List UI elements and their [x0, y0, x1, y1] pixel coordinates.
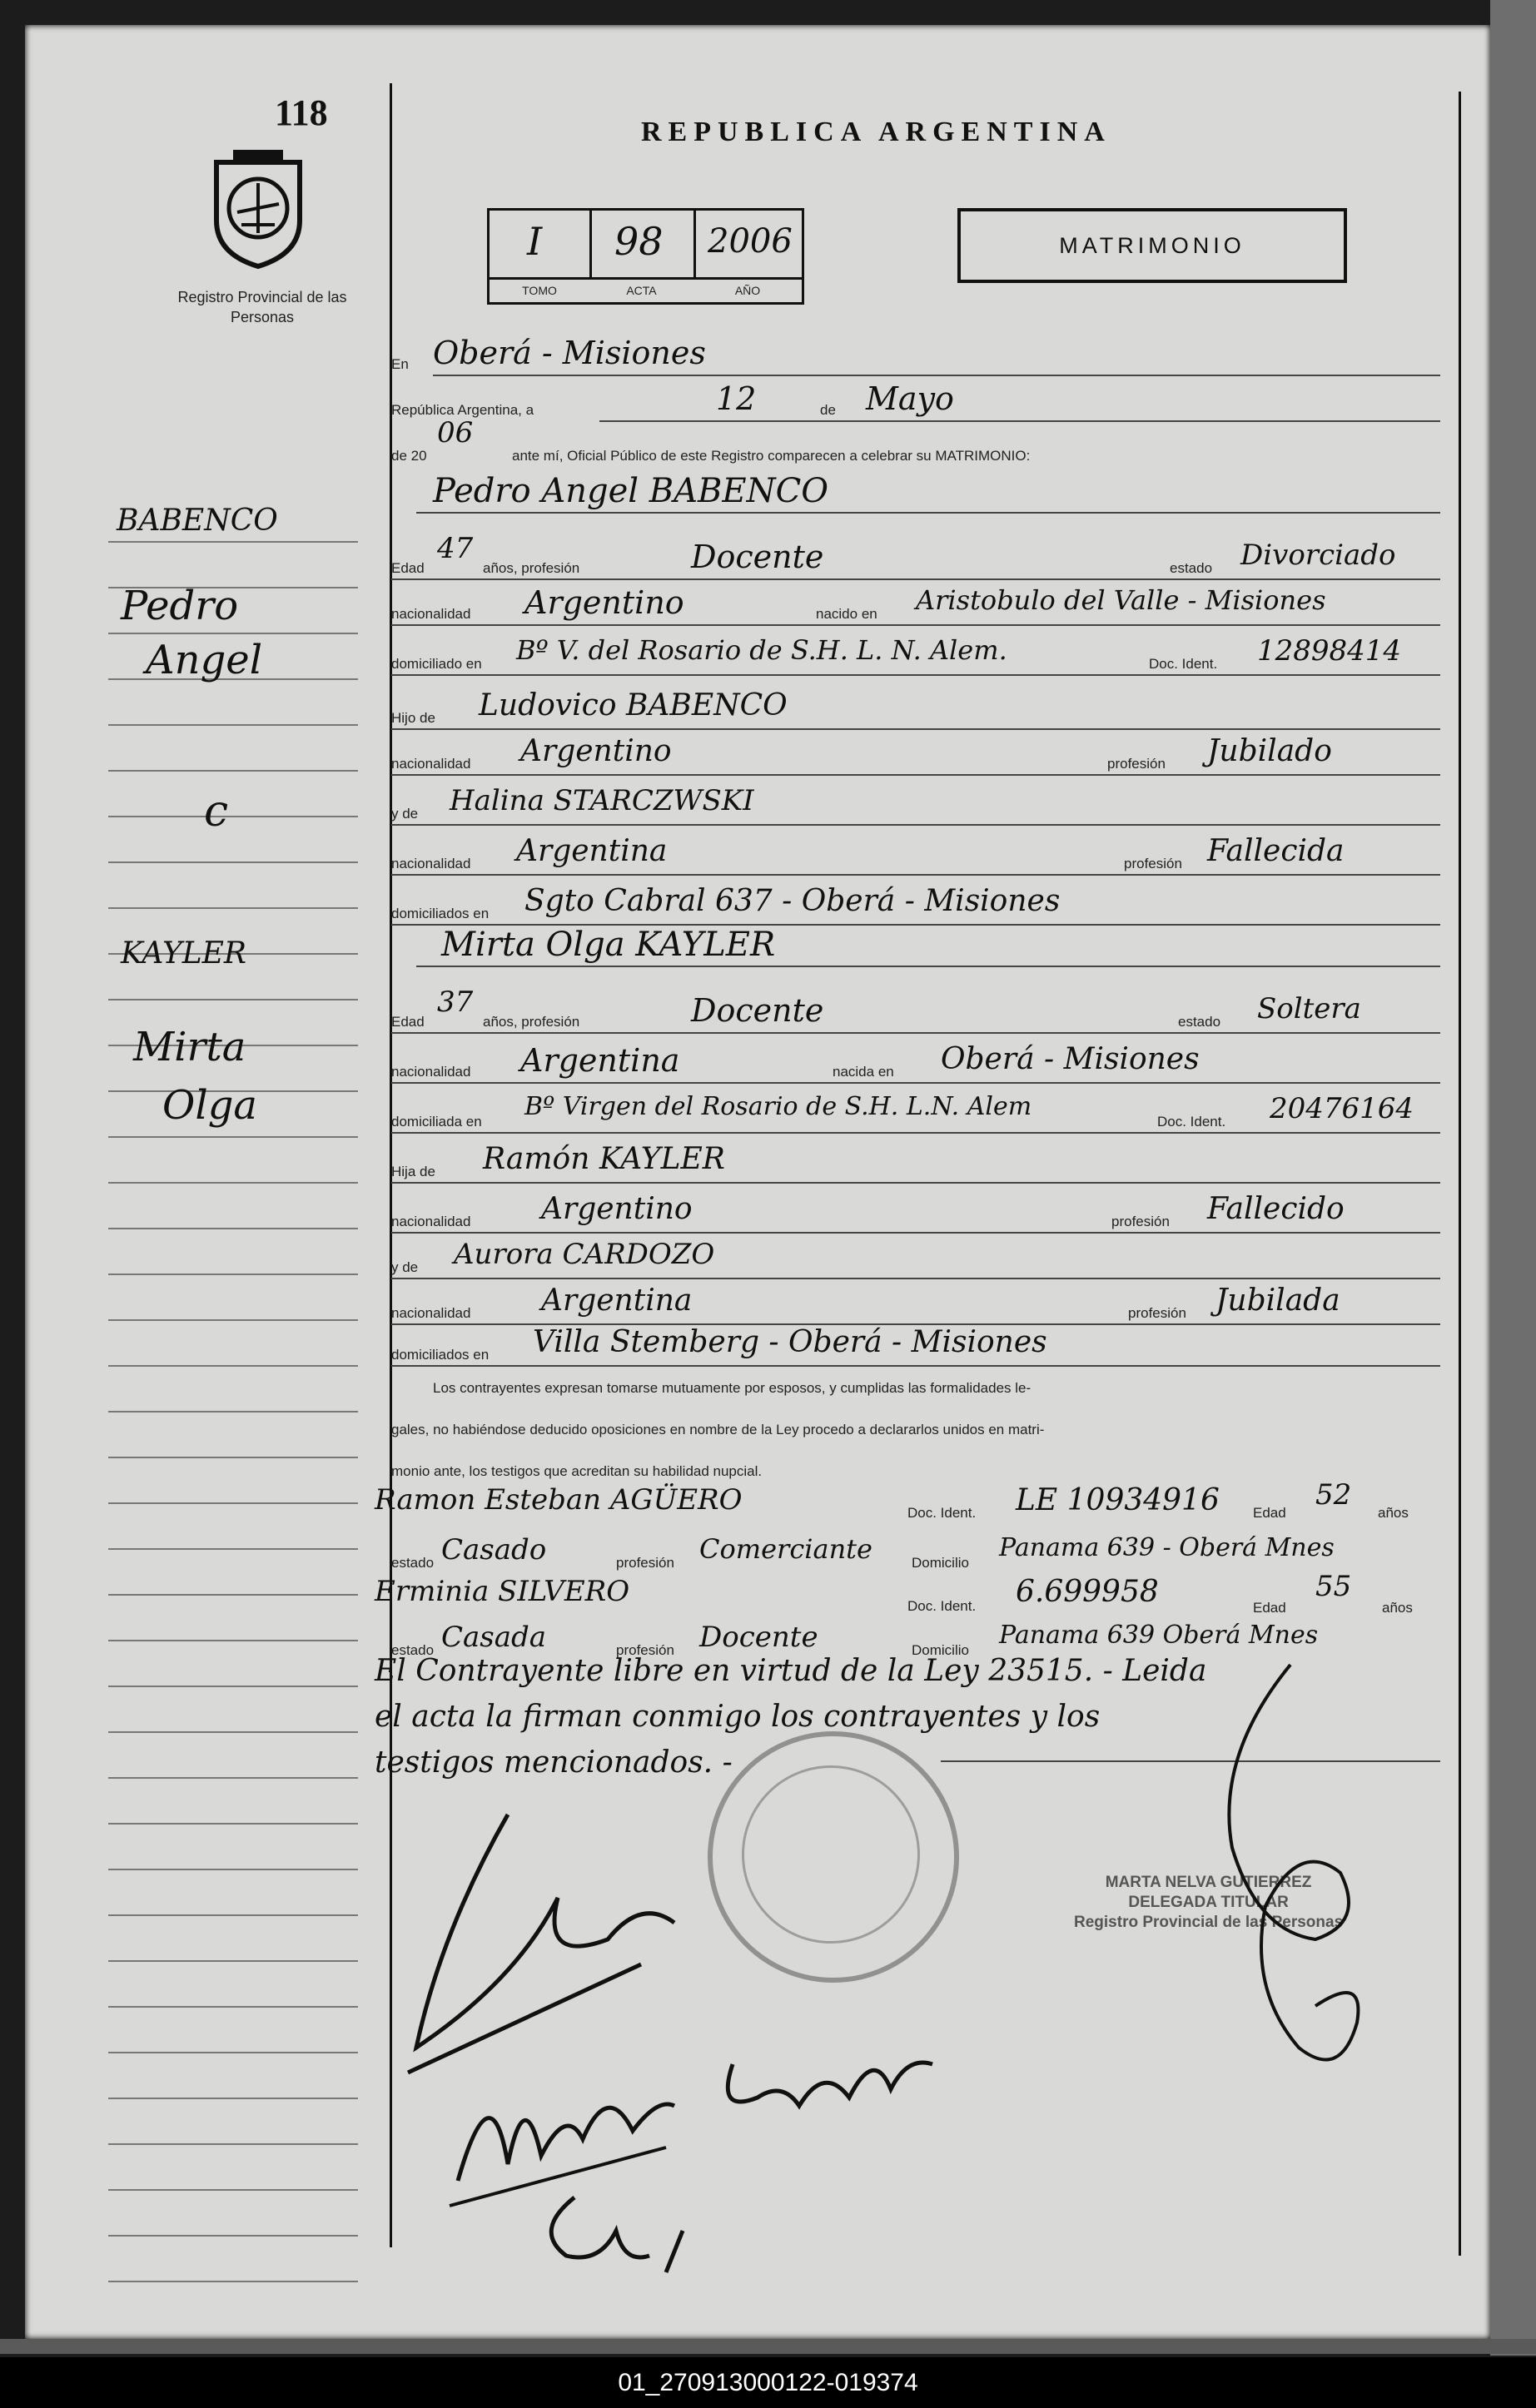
margin-ruled-line	[108, 1136, 358, 1138]
form-underline	[391, 1132, 1440, 1134]
value-groom-mother-prof: Fallecida	[1207, 834, 1345, 868]
form-underline	[433, 375, 1440, 376]
margin-ruled-line	[108, 1457, 358, 1458]
form-underline	[391, 1232, 1440, 1234]
form-underline	[416, 512, 1440, 514]
label-docident: Doc. Ident.	[1149, 656, 1218, 672]
form-underline	[391, 728, 1440, 730]
margin-ruled-line	[108, 1594, 358, 1596]
margin-ruled-line	[108, 1411, 358, 1413]
margin-ruled-line	[108, 816, 358, 817]
label-de-month: de	[820, 402, 836, 418]
label-profesion: profesión	[1107, 756, 1166, 772]
value-groom-mother: Halina STARCZWSKI	[450, 784, 754, 817]
label-profesion-bride-father: profesión	[1111, 1214, 1170, 1229]
margin-ruled-line	[108, 1686, 358, 1687]
label-yde: y de	[391, 806, 419, 822]
value-w1-state: Casado	[441, 1533, 547, 1566]
label-de20: de 20	[391, 448, 427, 464]
value-groom-age: 47	[437, 532, 474, 565]
margin-ruled-line	[108, 770, 358, 772]
margin-ruled-line	[108, 633, 358, 634]
signature-witness-2	[524, 2181, 708, 2281]
form-underline	[391, 824, 1440, 826]
label-nacionalidad-mother: nacionalidad	[391, 856, 471, 871]
acta-label: ACTA	[626, 284, 657, 297]
margin-given-groom-1: Pedro	[121, 583, 239, 629]
margin-ruled-line	[108, 1777, 358, 1779]
official-name: MARTA NELVA GUTIERREZ	[1105, 1874, 1312, 1891]
value-groom-dom: Bº V. del Rosario de S.H. L. N. Alem.	[516, 634, 1007, 666]
signature-witness-1	[708, 2031, 941, 2147]
value-groom-father-prof: Jubilado	[1207, 734, 1332, 768]
form-underline	[391, 1365, 1440, 1367]
label-nacida: nacida en	[833, 1064, 894, 1080]
label-docident-w1: Doc. Ident.	[907, 1505, 977, 1521]
book-edge	[1490, 0, 1536, 2356]
margin-surname-groom: BABENCO	[117, 504, 278, 538]
margin-ruled-line	[108, 541, 358, 543]
acta-value: 98	[614, 219, 664, 264]
label-docident-w2: Doc. Ident.	[907, 1598, 977, 1614]
label-edad: Edad	[391, 560, 425, 576]
value-w2-name: Erminia SILVERO	[375, 1575, 630, 1608]
value-month: Mayo	[866, 380, 954, 417]
label-nacionalidad-bride-mother: nacionalidad	[391, 1305, 471, 1321]
margin-given-bride-2: Olga	[162, 1082, 258, 1129]
label-estado-w1: estado	[391, 1555, 435, 1571]
value-bride-nat: Argentina	[520, 1042, 680, 1079]
value-bride-mother-nat: Argentina	[541, 1283, 693, 1318]
label-edad-w2: Edad	[1253, 1600, 1286, 1616]
margin-ruled-line	[108, 2143, 358, 2145]
official-role: DELEGADA TITULAR	[1128, 1894, 1289, 1911]
label-domicilio-w1: Domicilio	[912, 1555, 969, 1571]
margin-ruled-line	[108, 1319, 358, 1321]
margin-given-groom-2: Angel	[146, 637, 263, 683]
margin-ruled-line	[108, 2189, 358, 2191]
label-en: En	[391, 356, 409, 372]
margin-ruled-line	[108, 2098, 358, 2099]
value-bride-mother-prof: Jubilada	[1215, 1283, 1340, 1318]
margin-ruled-line	[108, 2235, 358, 2237]
form-underline	[391, 1278, 1440, 1279]
label-republica: República Argentina, a	[391, 402, 534, 418]
form-underline	[391, 1182, 1440, 1184]
value-w2-dom: Panama 639 Oberá Mnes	[999, 1621, 1319, 1650]
value-groom-state: Divorciado	[1240, 539, 1396, 572]
label-nacionalidad: nacionalidad	[391, 606, 471, 622]
value-bride-born: Oberá - Misiones	[941, 1042, 1200, 1076]
label-domiciliados: domiciliados en	[391, 906, 490, 921]
form-underline	[391, 578, 1440, 580]
paragraph-line-2: gales, no habiéndose deducido oposiciones en nombre de la Ley procedo a declararlos unidos en matri-	[391, 1422, 1045, 1437]
margin-ruled-line	[108, 2052, 358, 2053]
value-groom-father-nat: Argentino	[520, 734, 672, 768]
value-bride-age: 37	[437, 986, 474, 1019]
anio-label: AÑO	[734, 284, 761, 297]
label-edad-w1: Edad	[1253, 1505, 1286, 1521]
label-anos-w2: años	[1382, 1600, 1413, 1616]
value-w1-doc: LE 10934916	[1016, 1483, 1220, 1517]
label-hija: Hija de	[391, 1164, 435, 1179]
value-groom-nat: Argentino	[524, 584, 684, 621]
label-ante: ante mí, Oficial Público de este Registro comparecen a celebrar su MATRIMONIO:	[512, 448, 1031, 464]
value-bride-prof: Docente	[691, 992, 824, 1029]
margin-ruled-line	[108, 1274, 358, 1275]
value-w1-name: Ramon Esteban AGÜERO	[375, 1483, 743, 1517]
label-domiciliado: domiciliado en	[391, 656, 482, 672]
label-estado: estado	[1170, 560, 1213, 576]
value-place: Oberá - Misiones	[433, 335, 706, 371]
margin-ruled-line	[108, 724, 358, 726]
margin-ruled-line	[108, 1914, 358, 1916]
label-anos-prof-bride: años, profesión	[483, 1014, 580, 1030]
margin-ruled-line	[108, 861, 358, 863]
value-bride: Mirta Olga KAYLER	[441, 926, 776, 964]
label-hijo: Hijo de	[391, 710, 435, 726]
value-w1-dom: Panama 639 - Oberá Mnes	[999, 1533, 1335, 1562]
label-profesion-bride-mother: profesión	[1128, 1305, 1186, 1321]
value-bride-father: Ramón KAYLER	[483, 1142, 725, 1176]
value-day: 12	[716, 380, 757, 417]
margin-ruled-line	[108, 1869, 358, 1870]
label-edad-bride: Edad	[391, 1014, 425, 1030]
margin-ruled-line	[108, 1365, 358, 1367]
label-profesion-w1: profesión	[616, 1555, 674, 1571]
paragraph-line-3: monio ante, los testigos que acreditan su habilidad nupcial.	[391, 1463, 763, 1479]
label-docident-bride: Doc. Ident.	[1157, 1114, 1226, 1130]
value-groom-parents-dom: Sgto Cabral 637 - Oberá - Misiones	[524, 884, 1061, 918]
label-domicilio-w2: Domicilio	[912, 1642, 969, 1658]
value-w2-prof: Docente	[699, 1621, 818, 1654]
book-bottom-edge	[0, 2339, 1536, 2354]
margin-ruled-line	[108, 999, 358, 1000]
label-nacido: nacido en	[816, 606, 877, 622]
value-year: 06	[437, 416, 474, 449]
label-nacionalidad-bride: nacionalidad	[391, 1064, 471, 1080]
value-w2-state: Casada	[441, 1621, 547, 1654]
label-profesion-mother: profesión	[1124, 856, 1182, 871]
form-underline	[599, 420, 1440, 422]
value-groom-mother-nat: Argentina	[516, 834, 668, 868]
margin-ruled-line	[108, 1960, 358, 1962]
label-nacionalidad-father: nacionalidad	[391, 756, 471, 772]
margin-ruled-line	[108, 1502, 358, 1504]
margin-ruled-line	[108, 1182, 358, 1184]
official-seal-stamp	[708, 1731, 959, 1983]
official-office: Registro Provincial de las Personas	[1074, 1914, 1344, 1931]
value-bride-father-nat: Argentino	[541, 1192, 693, 1226]
form-underline	[391, 1032, 1440, 1034]
value-note-line-3: testigos mencionados. -	[375, 1745, 733, 1780]
label-anos_prof: años, profesión	[483, 560, 580, 576]
margin-ruled-line	[108, 1731, 358, 1733]
value-groom-born: Aristobulo del Valle - Misiones	[916, 584, 1326, 616]
crest-logo	[204, 146, 312, 271]
value-groom: Pedro Angel BABENCO	[433, 472, 829, 510]
margin-conjunction: c	[204, 787, 229, 837]
value-bride-doc: 20476164	[1270, 1092, 1414, 1125]
label-domiciliados-bride: domiciliados en	[391, 1347, 490, 1363]
tomo-label: TOMO	[522, 284, 557, 297]
paragraph-line-1: Los contrayentes expresan tomarse mutuamente por esposos, y cumplidas las formalidades le-	[433, 1380, 1031, 1396]
image-id-footer: 01_270913000122-019374	[0, 2357, 1536, 2408]
value-groom-father: Ludovico BABENCO	[479, 688, 788, 722]
value-groom-doc: 12898414	[1257, 634, 1402, 668]
value-bride-state: Soltera	[1257, 992, 1361, 1025]
value-w2-doc: 6.699958	[1016, 1575, 1159, 1609]
label-estado-w2: estado	[391, 1642, 435, 1658]
value-bride-mother: Aurora CARDOZO	[454, 1238, 715, 1271]
form-underline	[391, 624, 1440, 626]
value-note-line-2: el acta la firman conmigo los contrayentes y los	[375, 1700, 1101, 1734]
value-note-line-1: El Contrayente libre en virtud de la Ley 23515. - Leida	[375, 1654, 1207, 1688]
right-frame-line	[1459, 92, 1461, 2256]
acta-number-box	[487, 208, 804, 305]
margin-ruled-line	[108, 1640, 358, 1641]
signature-official-scribble	[1199, 1656, 1382, 2089]
margin-ruled-line	[108, 1823, 358, 1825]
tomo-value: I	[527, 219, 543, 264]
form-underline	[391, 874, 1440, 876]
registry-name: Registro Provincial de las Personas	[177, 289, 347, 325]
label-yde-bride: y de	[391, 1259, 419, 1275]
page-number: 118	[275, 92, 328, 133]
value-bride-parents-dom: Villa Stemberg - Oberá - Misiones	[533, 1325, 1047, 1359]
anio-value: 2006	[708, 222, 793, 261]
label-nacionalidad-bride-father: nacionalidad	[391, 1214, 471, 1229]
label-anos-w1: años	[1378, 1505, 1409, 1521]
value-groom-prof: Docente	[691, 539, 824, 575]
country-heading: REPUBLICA ARGENTINA	[641, 117, 1111, 147]
margin-ruled-line	[108, 2006, 358, 2008]
value-w2-age: 55	[1315, 1570, 1352, 1603]
label-domiciliada: domiciliada en	[391, 1114, 482, 1130]
margin-ruled-line	[108, 1548, 358, 1550]
margin-ruled-line	[108, 907, 358, 909]
margin-ruled-line	[108, 2281, 358, 2282]
margin-surname-bride: KAYLER	[121, 936, 247, 971]
form-underline	[416, 966, 1440, 967]
value-w1-prof: Comerciante	[699, 1533, 872, 1565]
margin-ruled-line	[108, 1228, 358, 1229]
label-profesion-w2: profesión	[616, 1642, 674, 1658]
value-bride-dom: Bº Virgen del Rosario de S.H. L.N. Alem	[524, 1092, 1032, 1121]
value-w1-age: 52	[1315, 1478, 1352, 1512]
form-underline	[391, 674, 1440, 676]
form-underline	[391, 1082, 1440, 1084]
form-underline	[391, 774, 1440, 776]
value-bride-father-prof: Fallecido	[1207, 1192, 1345, 1226]
label-estado-bride: estado	[1178, 1014, 1221, 1030]
margin-given-bride-1: Mirta	[133, 1024, 246, 1070]
record-type-box: MATRIMONIO	[957, 208, 1347, 283]
